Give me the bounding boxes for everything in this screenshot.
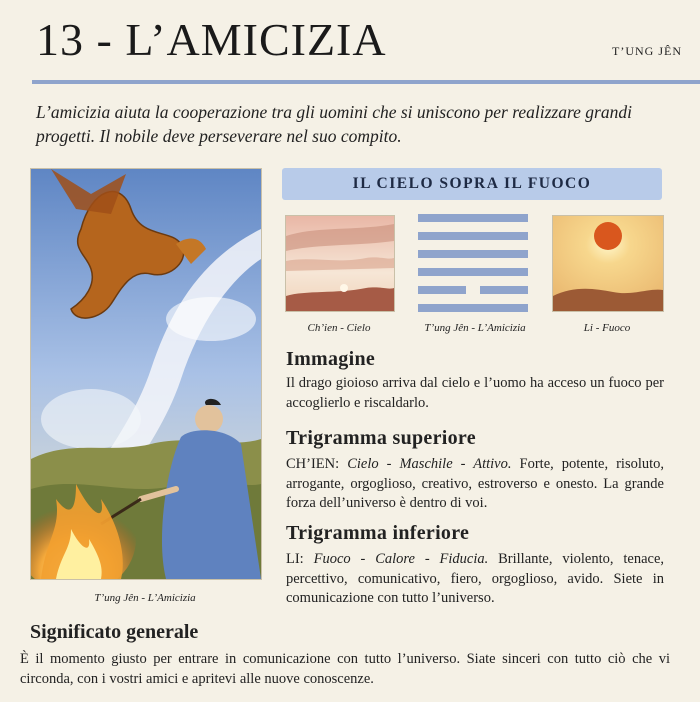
hexagram-caption: T’ung Jên - L’Amicizia bbox=[424, 322, 526, 334]
immagine-heading: Immagine bbox=[286, 348, 376, 370]
dragon-illustration-svg bbox=[31, 169, 261, 579]
sun-landscape-svg bbox=[553, 216, 663, 311]
banner-title: IL CIELO SOPRA IL FUOCO bbox=[352, 175, 592, 192]
title-divider bbox=[32, 80, 700, 84]
immagine-text: Il drago gioioso arriva dal cielo e l’uomo ha acceso un fuoco per accoglierlo e riscaldarlo. bbox=[286, 375, 664, 411]
trigramma-inferiore-text bbox=[286, 550, 664, 609]
chien-sky-image bbox=[285, 215, 395, 312]
chien-caption: Ch’ien - Cielo bbox=[307, 322, 371, 334]
trigramma-inferiore-heading: Trigramma inferiore bbox=[286, 522, 470, 544]
sky-landscape-svg bbox=[286, 216, 394, 311]
superiore-description: Forte, potente, risoluto, arrogante, orgoglioso, creativo, estroverso e onesto. La grande forza dell’universo è dentro di voi. bbox=[286, 456, 665, 511]
section-banner bbox=[282, 168, 662, 200]
li-fire-image bbox=[552, 215, 664, 312]
illustration-caption: T’ung Jên - L’Amicizia bbox=[94, 592, 196, 604]
superiore-label: CH’IEN: bbox=[286, 456, 340, 472]
inferiore-label: LI: bbox=[286, 551, 304, 567]
superiore-keywords: Cielo - Maschile - Attivo. bbox=[347, 456, 512, 472]
trigramma-superiore-text bbox=[286, 455, 664, 514]
inferiore-description: Brillante, violento, tenace, percettivo, comunicativo, fiero, orgoglioso, avido. Siete in comunicazione con tutto l’universo. bbox=[286, 551, 665, 606]
dragon-illustration bbox=[30, 168, 262, 580]
intro-text: L’amicizia aiuta la cooperazione tra gli uomini che si uniscono per realizzare grandi progetti. Il nobile deve perseverare nel suo compito. bbox=[36, 102, 632, 146]
li-caption: Li - Fuoco bbox=[583, 322, 631, 334]
inferiore-keywords: Fuoco - Calore - Fiducia. bbox=[313, 551, 489, 567]
significato-heading: Significato generale bbox=[30, 621, 199, 643]
hexagram-tung-jen-icon bbox=[418, 214, 528, 314]
trigramma-superiore-heading: Trigramma superiore bbox=[286, 427, 476, 449]
significato-text: È il momento giusto per entrare in comunicazione con tutto l’universo. Siate sinceri con tutto ciò che vi circonda, con i vostri amici e apritevi alle nuove conoscenze. bbox=[20, 651, 670, 687]
page-subtitle: T’UNG JÊN bbox=[612, 44, 682, 58]
page-title: 13 - L’AMICIZIA bbox=[36, 14, 387, 65]
